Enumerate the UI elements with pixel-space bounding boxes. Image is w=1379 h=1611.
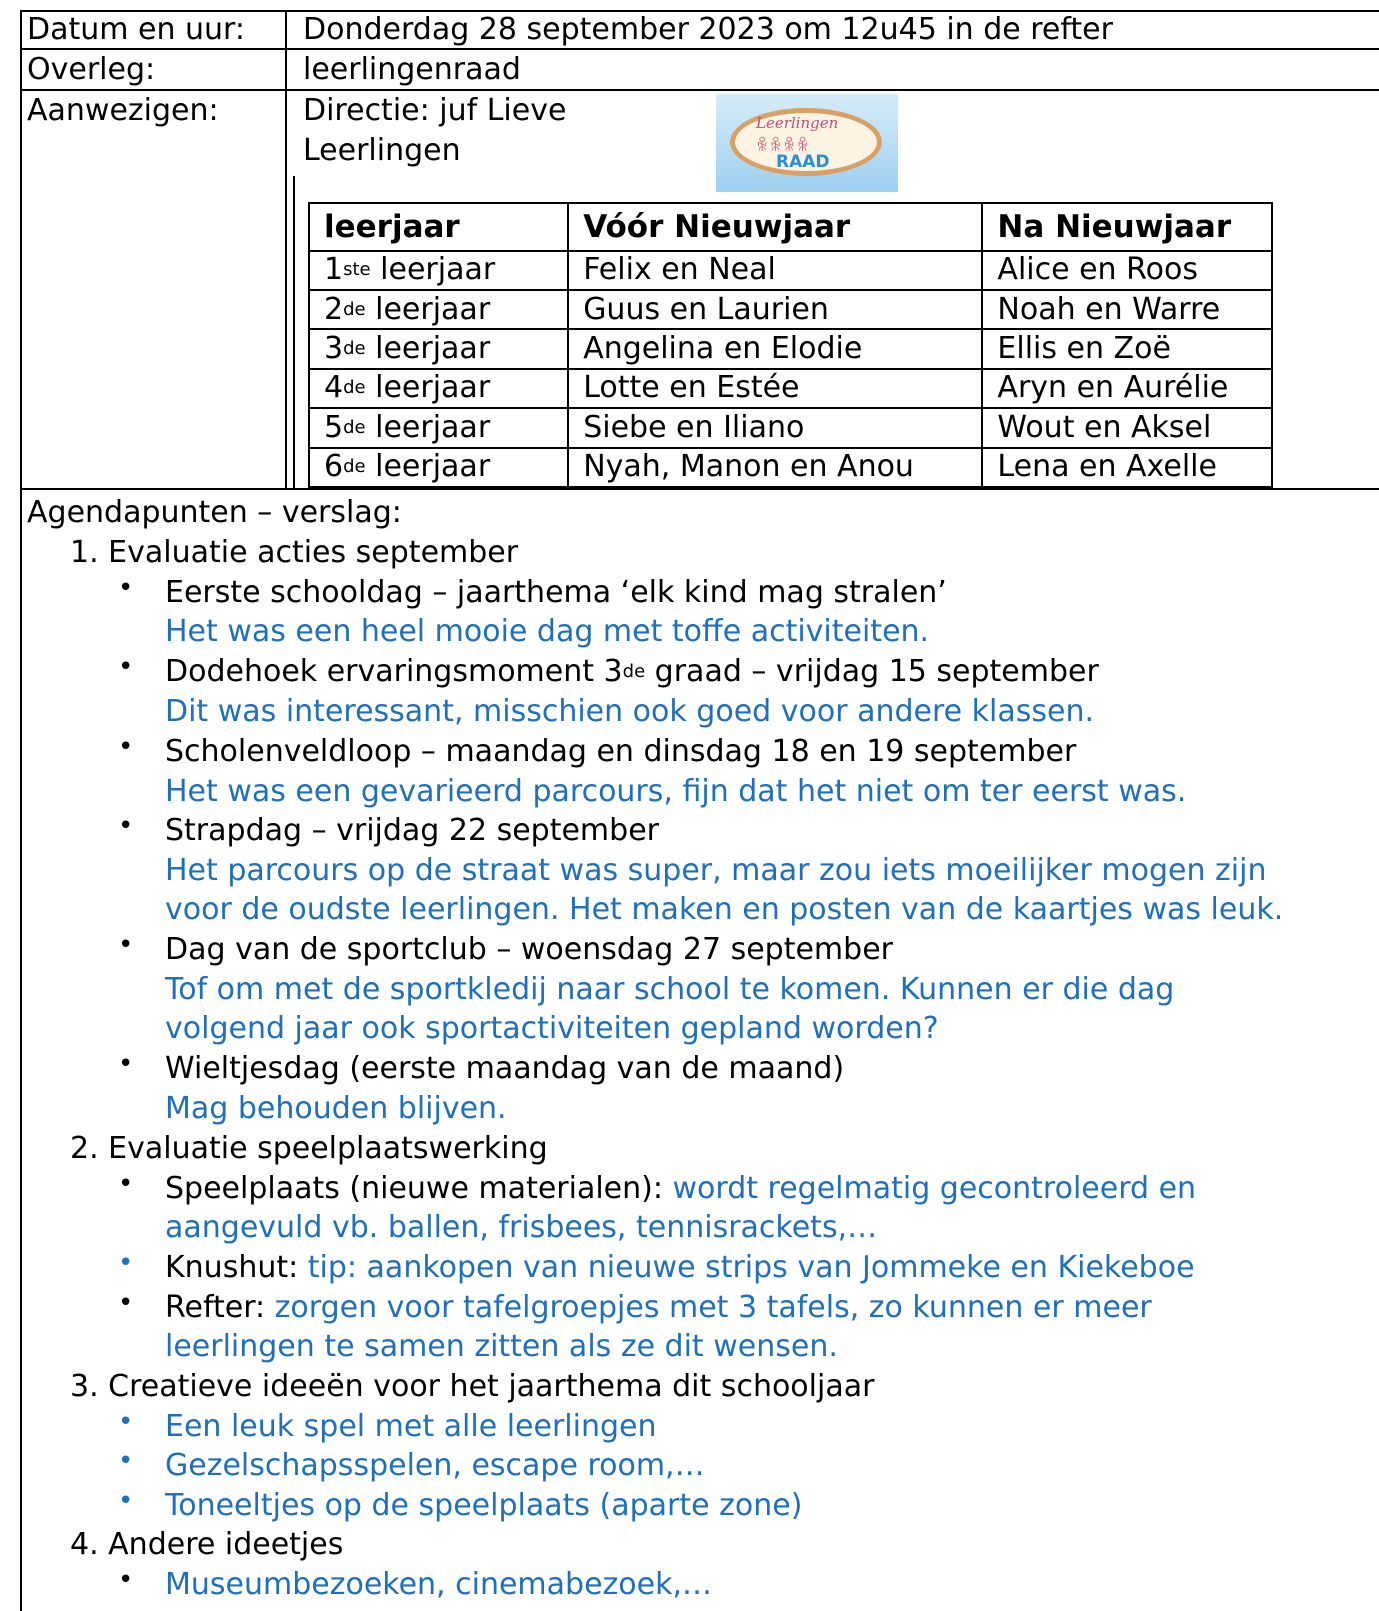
col-header-after: Na Nieuwjaar xyxy=(982,203,1272,251)
bullet-icon: • xyxy=(118,652,134,682)
item3-bullet-3: Toneeltjes op de speelplaats (aparte zone) xyxy=(165,1488,803,1523)
row-divider xyxy=(20,48,1379,50)
present-direction: Directie: juf Lieve xyxy=(303,93,567,128)
item2-note-3: leerlingen te samen zitten als ze dit wensen. xyxy=(165,1329,838,1364)
leerlingenraad-logo xyxy=(716,94,898,192)
bullet-icon: • xyxy=(118,1169,134,1199)
after-cell: Wout en Aksel xyxy=(982,408,1272,447)
row-divider xyxy=(20,488,1379,490)
item3-bullet-2: Gezelschapsspelen, escape room,… xyxy=(165,1448,705,1483)
bullet-icon: • xyxy=(118,1486,134,1516)
before-cell: Lotte en Estée xyxy=(568,369,982,408)
item1-note-3: Het was een gevarieerd parcours, fijn dat het niet om ter eerst was. xyxy=(165,774,1187,809)
bullet-icon: • xyxy=(118,1049,134,1079)
item1-bullet-1: Eerste schooldag – jaarthema ‘elk kind mag stralen’ xyxy=(165,575,947,610)
bullet-icon: • xyxy=(118,1288,134,1318)
year-cell: 6de leerjaar xyxy=(309,448,568,487)
table-row xyxy=(309,329,1272,368)
year-cell: 3de leerjaar xyxy=(309,329,568,368)
bullet-icon: • xyxy=(118,1248,134,1278)
after-cell: Ellis en Zoë xyxy=(982,329,1272,368)
agenda-item-1: 1. Evaluatie acties september xyxy=(70,535,519,570)
date-label: Datum en uur: xyxy=(27,12,245,47)
before-cell: Guus en Laurien xyxy=(568,290,982,329)
before-cell: Angelina en Elodie xyxy=(568,329,982,368)
table-row xyxy=(309,408,1272,447)
bullet-icon: • xyxy=(118,732,134,762)
item2-bullet-3: Refter: zorgen voor tafelgroepjes met 3 tafels, zo kunnen er meer xyxy=(165,1290,1152,1325)
before-cell: Nyah, Manon en Anou xyxy=(568,448,982,487)
table-row xyxy=(309,251,1272,290)
year-cell: 5de leerjaar xyxy=(309,408,568,447)
item1-note-6: Mag behouden blijven. xyxy=(165,1091,507,1126)
year-cell: 2de leerjaar xyxy=(309,290,568,329)
table-row xyxy=(309,369,1272,408)
agenda-item-4: 4. Andere ideetjes xyxy=(70,1527,344,1562)
meeting-label: Overleg: xyxy=(27,52,156,87)
before-cell: Siebe en Iliano xyxy=(568,408,982,447)
year-cell: 1ste leerjaar xyxy=(309,251,568,290)
col-header-year: leerjaar xyxy=(309,203,568,251)
item1-bullet-6: Wieltjesdag (eerste maandag van de maand) xyxy=(165,1051,845,1086)
item2-note-1: aangevuld vb. ballen, frisbees, tennisrackets,… xyxy=(165,1210,878,1245)
item1-note-4b: voor de oudste leerlingen. Het maken en posten van de kaartjes was leuk. xyxy=(165,892,1284,927)
bullet-icon: • xyxy=(118,811,134,841)
bullet-icon: • xyxy=(118,1565,134,1595)
item1-note-1: Het was een heel mooie dag met toffe activiteiten. xyxy=(165,614,930,649)
date-value: Donderdag 28 september 2023 om 12u45 in de refter xyxy=(303,12,1113,47)
item2-bullet-2: Knushut: tip: aankopen van nieuwe strips van Jommeke en Kiekeboe xyxy=(165,1250,1195,1285)
item1-note-5a: Tof om met de sportkledij naar school te komen. Kunnen er die dag xyxy=(165,972,1175,1007)
bullet-icon: • xyxy=(118,1407,134,1437)
column-divider xyxy=(293,176,295,489)
bullet-icon: • xyxy=(118,573,134,603)
item1-bullet-5: Dag van de sportclub – woensdag 27 september xyxy=(165,932,893,967)
item1-bullet-3: Scholenveldloop – maandag en dinsdag 18 en 19 september xyxy=(165,734,1077,769)
col-header-before: Vóór Nieuwjaar xyxy=(568,203,982,251)
row-divider xyxy=(20,89,1379,91)
item1-note-4a: Het parcours op de straat was super, maar zou iets moeilijker mogen zijn xyxy=(165,853,1267,888)
after-cell: Alice en Roos xyxy=(982,251,1272,290)
item1-note-5b: volgend jaar ook sportactiviteiten gepland worden? xyxy=(165,1011,939,1046)
after-cell: Noah en Warre xyxy=(982,290,1272,329)
logo-top-text: Leerlingen xyxy=(756,114,839,132)
table-row xyxy=(309,448,1272,487)
agenda-item-2: 2. Evaluatie speelplaatswerking xyxy=(70,1131,548,1166)
bullet-icon: • xyxy=(118,1446,134,1476)
logo-bottom-text: RAAD xyxy=(776,152,830,172)
present-students: Leerlingen xyxy=(303,133,461,168)
bullet-icon: • xyxy=(118,930,134,960)
column-divider xyxy=(285,10,287,490)
meeting-value: leerlingenraad xyxy=(303,52,521,87)
item1-note-2: Dit was interessant, misschien ook goed voor andere klassen. xyxy=(165,694,1094,729)
students-table xyxy=(308,202,1273,488)
after-cell: Lena en Axelle xyxy=(982,448,1272,487)
item4-bullet-1: Museumbezoeken, cinemabezoek,… xyxy=(165,1567,713,1602)
after-cell: Aryn en Aurélie xyxy=(982,369,1272,408)
item1-bullet-4: Strapdag – vrijdag 22 september xyxy=(165,813,659,848)
children-holding-hands-icon: ꆜꆜꆜꆜ xyxy=(756,136,810,155)
agenda-title: Agendapunten – verslag: xyxy=(27,495,402,530)
present-label: Aanwezigen: xyxy=(27,93,219,128)
item3-bullet-1: Een leuk spel met alle leerlingen xyxy=(165,1409,657,1444)
table-header-row xyxy=(309,203,1272,251)
item2-bullet-1: Speelplaats (nieuwe materialen): wordt regelmatig gecontroleerd en xyxy=(165,1171,1197,1206)
before-cell: Felix en Neal xyxy=(568,251,982,290)
agenda-item-3: 3. Creatieve ideeën voor het jaarthema dit schooljaar xyxy=(70,1369,875,1404)
item1-bullet-2: Dodehoek ervaringsmoment 3de graad – vrijdag 15 september xyxy=(165,654,1099,689)
year-cell: 4de leerjaar xyxy=(309,369,568,408)
table-row xyxy=(309,290,1272,329)
